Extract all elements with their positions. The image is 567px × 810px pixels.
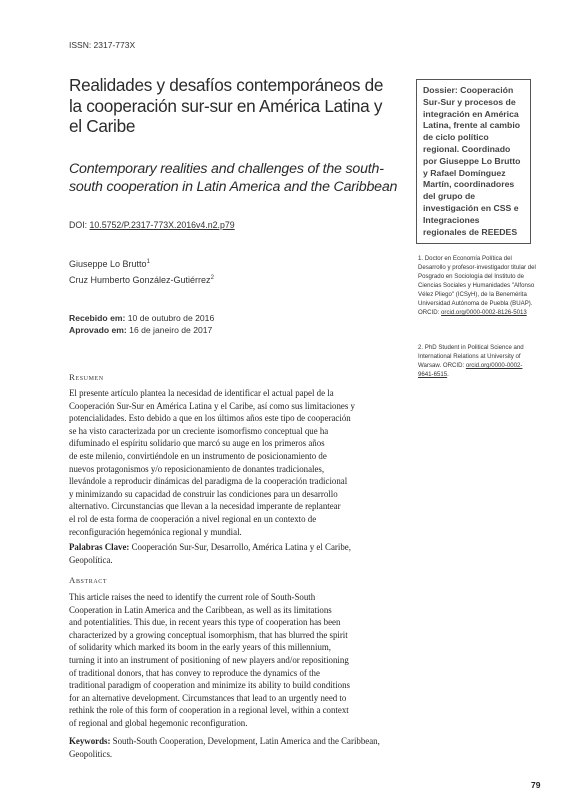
abstract-body xyxy=(69,591,391,730)
text-line: difuminado el espíritu solidario que marcó su auge en los primeros años xyxy=(69,438,325,449)
title-english: Contemporary realities and challenges of the south-south cooperation in Latin America and the Caribbean xyxy=(69,161,398,195)
text-line: y minimizando su capacidad de construir las condiciones para un desarrollo xyxy=(69,488,338,499)
text-line: Cooperación Sur-Sur en América Latina y el Caribe, así como sus limitaciones y xyxy=(69,400,355,411)
text-line: and potentialities. This due, in recent years this type of cooperation has been xyxy=(69,617,341,628)
text-line: of solidarity which marked its boom in the early years of this millennium, xyxy=(69,642,332,653)
text-line: alternativo. Circunstancias que llevan a la necesidad imperante de replantear xyxy=(69,501,341,512)
text-line: de este milenio, convirtiéndole en un instrumento de posicionamiento de xyxy=(69,450,327,461)
text-line: nuevos protagonismos y/o reposicionamiento de donantes tradicionales, xyxy=(69,463,325,474)
doi-label: DOI: xyxy=(69,220,90,230)
text-line: llevándole a reproducir dinámicas del paradigma de la cooperación tradicional xyxy=(69,476,348,487)
abstract-heading: Abstract xyxy=(69,575,108,585)
issn: ISSN: 2317-773X xyxy=(69,40,136,50)
title-spanish: Realidades y desafíos contemporáneos de la cooperación sur-sur en América Latina y el Caribe xyxy=(69,75,384,136)
author: Cruz Humberto González-Gutiérrez$^2$ xyxy=(69,275,214,285)
text-line: Cooperation in Latin America and the Caribbean, as well as its limitations xyxy=(69,604,332,615)
text-line: characterized by a growing conceptual isomorphism, that has blurred the spirit xyxy=(69,629,348,640)
resumen-body xyxy=(69,387,391,538)
text-line: El presente artículo plantea la necesidad de identificar el actual papel de la xyxy=(69,388,334,398)
keywords-english: Keywords: South-South Cooperation, Development, Latin America and the Caribbean, Geopolitics. xyxy=(69,736,380,759)
text-line: turning it into an instrument of positioning of new players and/or repositioning xyxy=(69,654,349,665)
text-line: reconfiguración hegemónica regional y mundial. xyxy=(69,526,242,537)
text-line: rethink the role of this form of cooperation in a regional level, within a context xyxy=(69,705,349,716)
doi xyxy=(69,220,235,230)
text-line: of traditional donors, that has convey to reproduce the dynamics of the xyxy=(69,667,320,678)
text-line: el rol de esta forma de cooperación a nivel regional en un contexto de xyxy=(69,513,317,524)
doi-link[interactable]: 10.5752/P.2317-773X.2016v4.n2.p79 xyxy=(89,220,235,230)
keywords-spanish: Palabras Clave: Cooperación Sur-Sur, Desarrollo, América Latina y el Caribe, Geopolítica. xyxy=(69,542,351,565)
text-line: This article raises the need to identify the current role of South-South xyxy=(69,592,316,602)
footnote-2: 2. PhD Student in Political Science and International Relations at University of Warsaw. ORCID: orcid.org/0000-0002-9641-6515. xyxy=(418,344,524,378)
text-line: potencialidades. Esto debido a que en los últimos años este tipo de cooperación xyxy=(69,413,351,424)
received-date: Recebido em: 10 de outubro de 2016 xyxy=(69,313,215,323)
dossier-box: Dossier: Cooperación Sur-Sur y procesos de integración en América Latina, frente al cambio de ciclo político regional. Coordinado por Giuseppe Lo Brutto y Rafael Domínguez Martín, coordinadores del grupo de investigación en CSS e Integraciones regionales de REEDES xyxy=(416,79,531,244)
text-line: for an alternative development. Circumstances that lead to an urgently need to xyxy=(69,692,347,703)
author: Giuseppe Lo Brutto$^1$ xyxy=(69,259,150,269)
approved-date: Aprovado em: 16 de janeiro de 2017 xyxy=(69,325,213,335)
authors xyxy=(69,255,214,287)
dates xyxy=(69,312,214,336)
resumen-heading: Resumen xyxy=(69,372,104,382)
footnote-1: 1. Doctor en Economía Política del Desarrollo y profesor-investigador titular del Posgrado en Sociología del Instituto de Ciencias Sociales y Humanidades "Alfonso Vélez Pliego" (ICSyH), de la Benemérita Universidad Autónoma de Puebla (BUAP). ORCID: orcid.org/0000-0002-8126-5013 xyxy=(418,255,536,316)
text-line: of regional and global hegemonic reconfiguration. xyxy=(69,717,248,728)
page-number: 79 xyxy=(531,780,541,790)
text-line: se ha visto caracterizada por un creciente isomorfismo conceptual que ha xyxy=(69,425,329,436)
orcid-link[interactable]: orcid.org/0000-0002-9641-6515 xyxy=(418,362,523,378)
text-line: traditional paradigm of cooperation and minimize its ability to build conditions xyxy=(69,680,350,691)
orcid-link[interactable]: orcid.org/0000-0002-8126-5013 xyxy=(441,309,527,316)
